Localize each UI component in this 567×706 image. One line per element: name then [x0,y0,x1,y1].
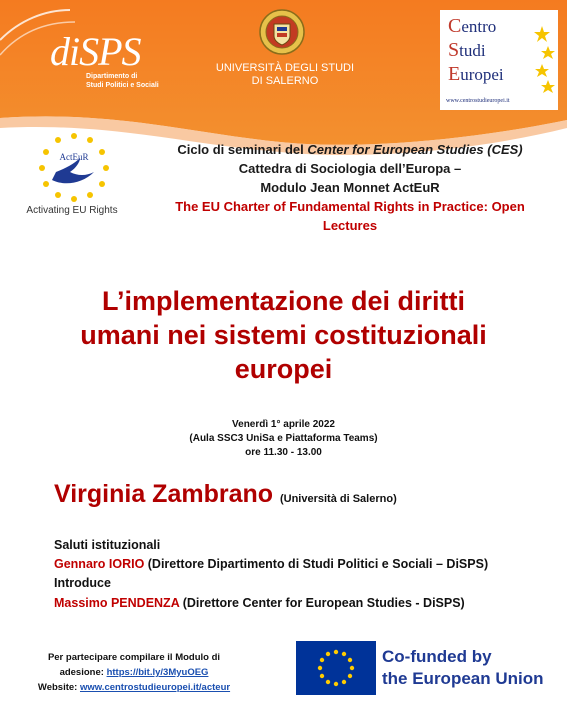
greeter-name: Gennaro IORIO [54,557,145,571]
eu-line1: Co-funded by [382,647,492,666]
registration-info [14,650,254,695]
speaker-name: Virginia Zambrano [54,480,274,508]
acteur-logo-text: ActEuR [59,152,89,162]
title-line3: europei [234,354,333,384]
seminar-line1-italic: Center for European Studies (CES) [307,142,523,157]
cse-word-europei-rest: uropei [460,65,504,84]
university-name [210,62,360,88]
university-line1: UNIVERSITÀ DEGLI STUDI [215,62,355,74]
event-place: (Aula SSC3 UniSa e Piattaforma Teams) [189,433,378,444]
seminar-series-line [140,140,560,159]
website-prefix: Website: [37,682,80,693]
event-time: ore 11.30 - 13.00 [245,447,322,458]
chair-line: Cattedra di Sociologia dell’Europa – [238,161,462,176]
cse-word-studi: Studi [448,39,486,61]
disps-line1: Dipartimento di [86,73,138,80]
registration-prefix: adesione: [59,667,107,678]
greeter-line [54,557,488,571]
event-details [140,418,427,460]
registration-line2 [14,665,254,680]
event-date: Venerdì 1° aprile 2022 [232,419,335,430]
speaker [54,480,397,509]
eu-flag-icon [296,641,376,695]
disps-logo: diSPS [50,29,141,74]
charter-line: The EU Charter of Fundamental Rights in Practice: Open [175,199,525,214]
disps-department-text [86,72,159,90]
intro-role: (Direttore Center for European Studies - DiSPS) [179,596,465,610]
disps-line2: Studi Politici e Sociali [86,82,159,89]
cse-url: www.centrostudieuropei.it [446,98,510,104]
cse-word-centro-rest: entro [461,17,497,36]
greetings-label: Saluti istituzionali [54,538,161,552]
intro-label: Introduce [54,576,111,590]
cse-word-europei: Europei [448,63,504,85]
speaker-affiliation: (Università di Salerno) [279,493,397,505]
university-line2: DI SALERNO [251,75,319,87]
website-line [14,680,254,695]
registration-line1: Per partecipare compilare il Modulo di [47,652,221,663]
intro-line [54,596,465,610]
acteur-logo-icon [30,128,118,204]
module-line: Modulo Jean Monnet ActEuR [260,180,440,195]
eu-cofunded-text [382,646,544,690]
intro-name: Massimo PENDENZA [54,596,180,610]
centro-studi-europei-logo [440,10,558,110]
registration-form-link[interactable]: https://bit.ly/3MyuOEG [106,667,209,678]
seminar-line1-prefix: Ciclo di seminari del [177,142,308,157]
university-seal-icon [258,8,306,60]
stars-icon [528,24,556,94]
website-link[interactable]: www.centrostudieuropei.it/acteur [79,682,231,693]
greeter-role: (Direttore Dipartimento di Studi Politici e Sociali – DiSPS) [144,557,489,571]
cse-word-studi-rest: tudi [459,41,486,60]
eu-line2: the European Union [382,669,544,688]
acteur-tagline: Activating EU Rights [26,205,118,216]
main-title [30,284,537,386]
title-line1: L’implementazione dei diritti [101,286,466,316]
cse-word-centro: Centro [448,15,497,37]
title-line2: umani nei sistemi costituzionali [80,320,487,350]
charter-line-2: Lectures [322,218,378,233]
